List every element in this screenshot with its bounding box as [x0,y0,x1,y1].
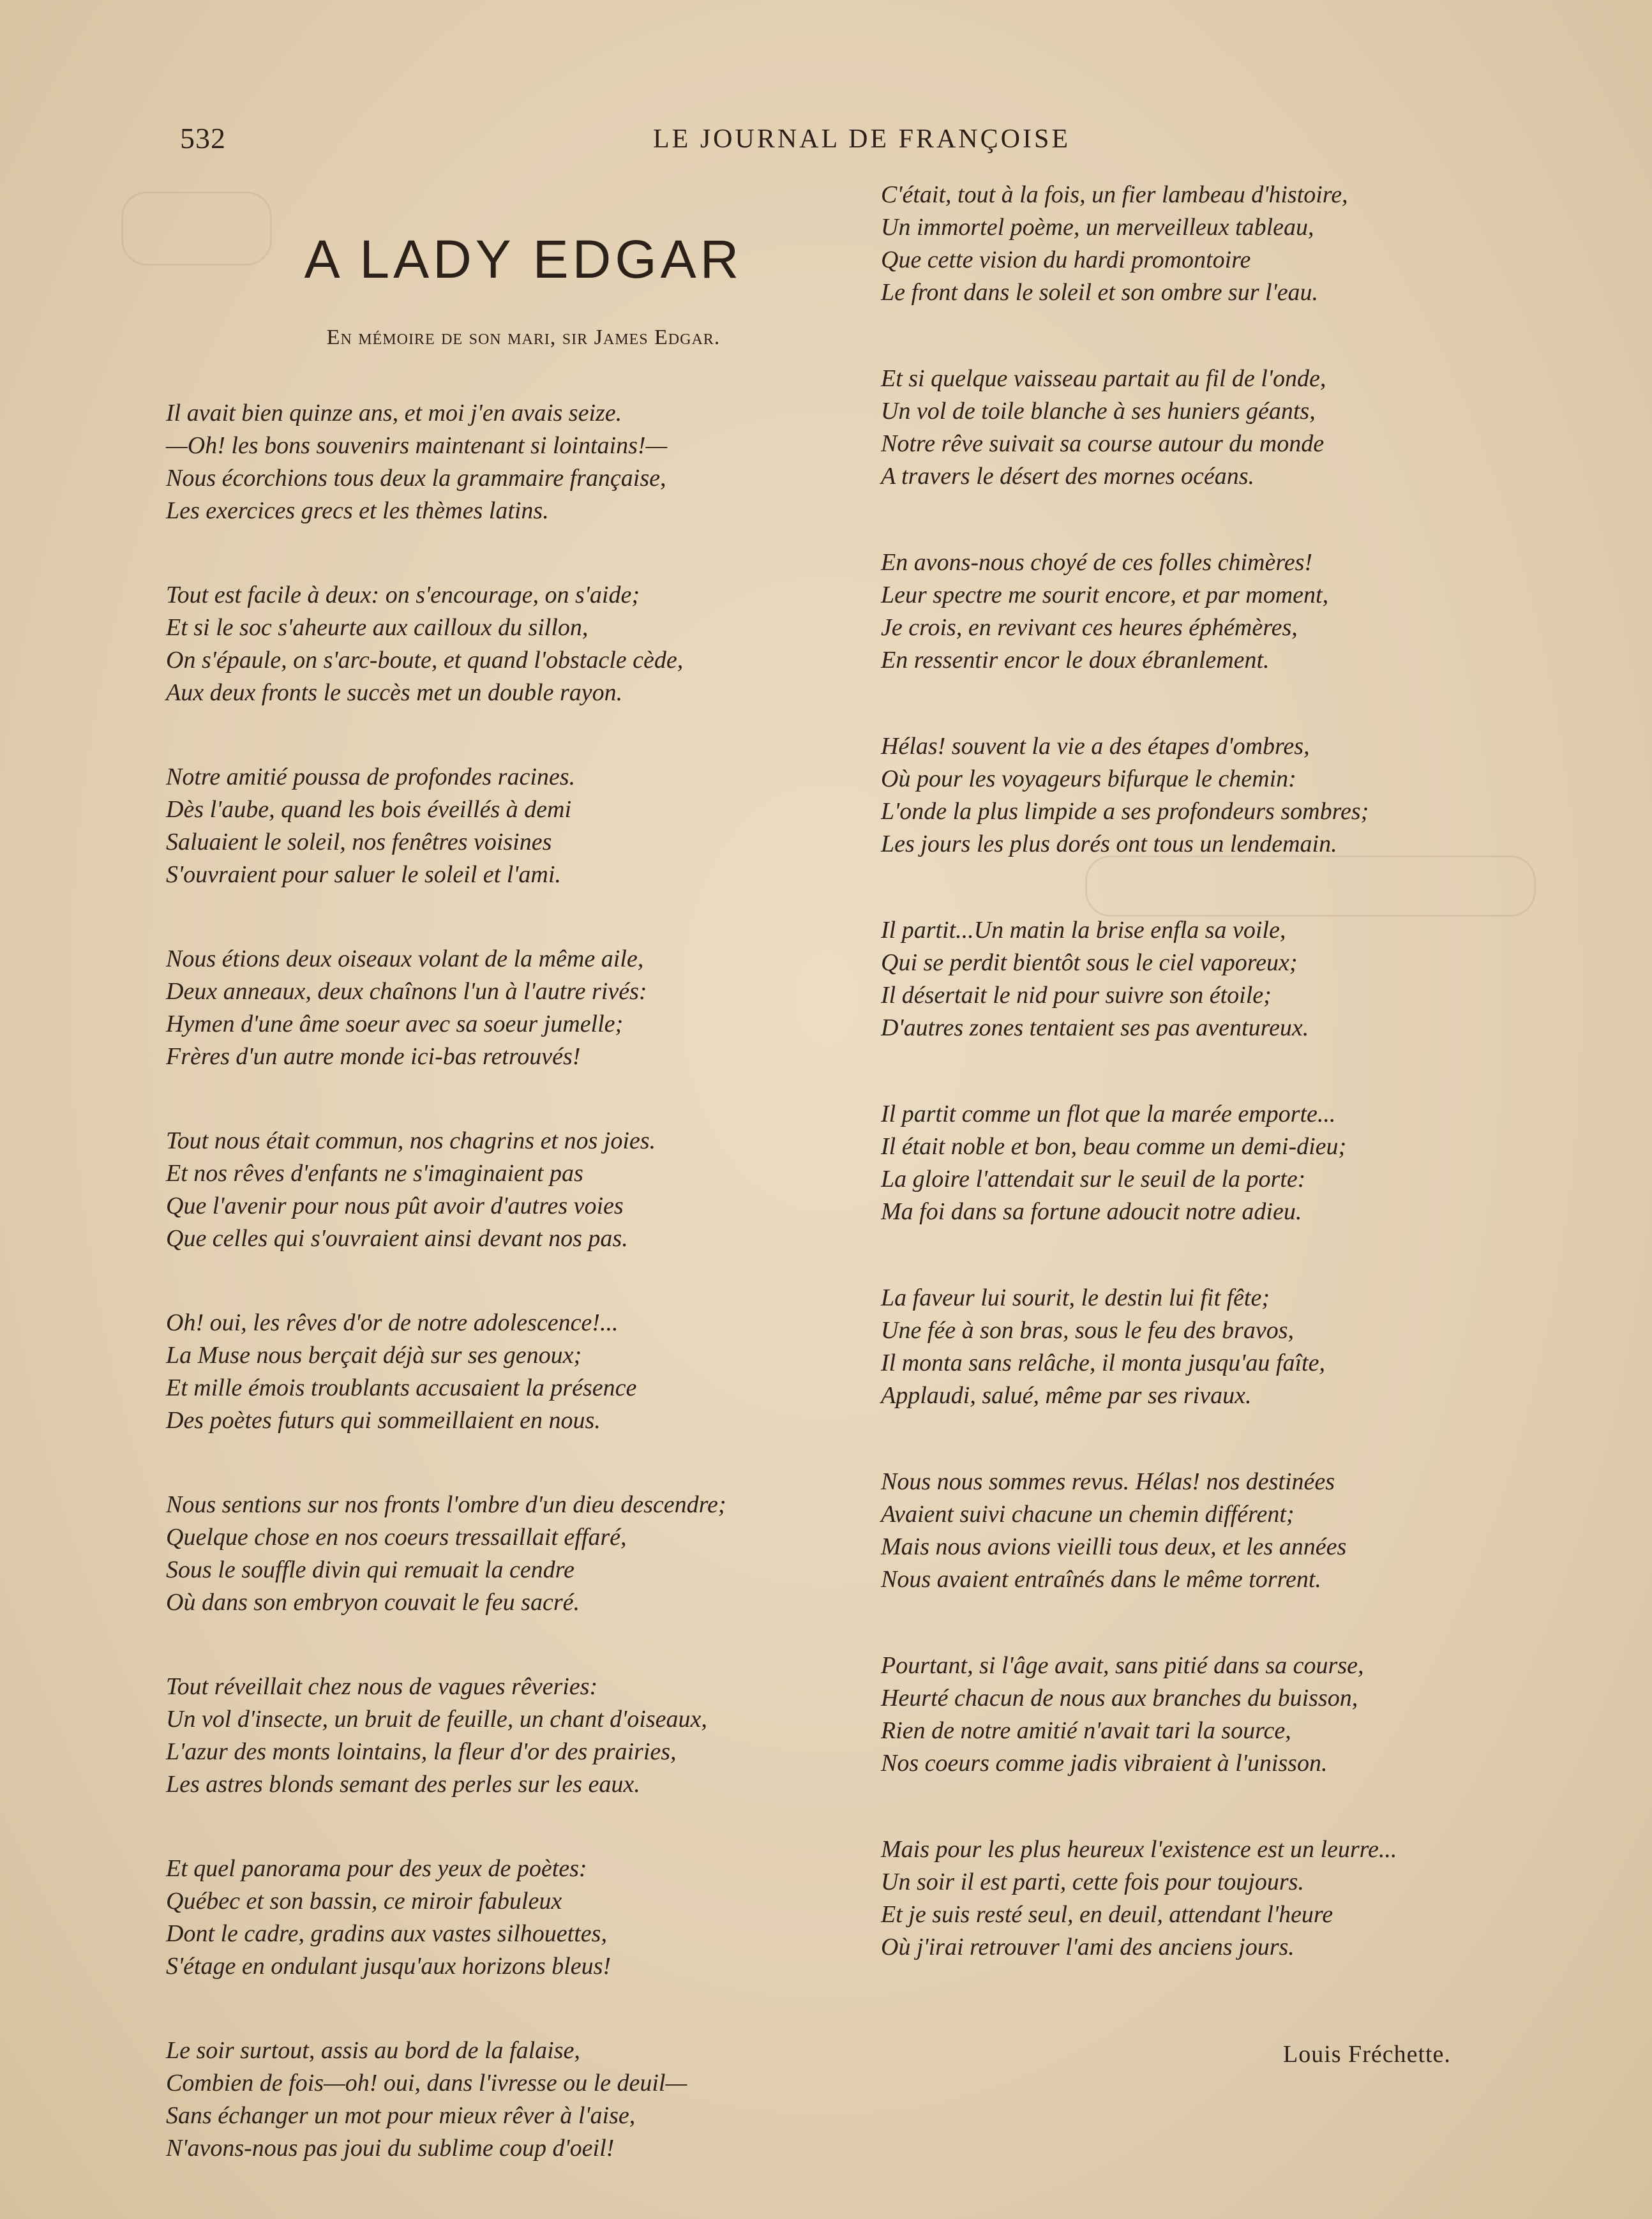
verse-line: Sous le souffle divin qui remuait la cendre [166,1556,574,1583]
stanza [166,579,855,709]
verse-line: —Oh! les bons souvenirs maintenant si lointains!— [166,432,668,459]
stanza [881,1650,1564,1780]
verse-line: Le front dans le soleil et son ombre sur l'eau. [881,279,1319,306]
verse-line: Dont le cadre, gradins aux vastes silhouettes, [166,1920,607,1947]
verse-line: Applaudi, salué, même par ses rivaux. [881,1382,1252,1409]
verse-line: Combien de fois—oh! oui, dans l'ivresse ou le deuil— [166,2070,687,2096]
verse-line: Nous sentions sur nos fronts l'ombre d'un dieu descendre; [166,1491,726,1518]
verse-line: Mais nous avions vieilli tous deux, et les années [881,1533,1347,1560]
verse-line: Que cette vision du hardi promontoire [881,246,1251,273]
stanza [881,730,1564,861]
verse-line: Nous écorchions tous deux la grammaire française, [166,465,666,492]
stanza [881,179,1564,309]
verse-line: A travers le désert des mornes océans. [881,463,1255,490]
stanza [166,943,855,1073]
stanza [166,397,855,527]
stanza [166,1853,855,1983]
stanza [881,363,1564,493]
verse-line: Nous nous sommes revus. Hélas! nos destinées [881,1468,1335,1495]
verse-line: Il désertait le nid pour suivre son étoile; [881,982,1272,1009]
verse-line: Et quel panorama pour des yeux de poètes: [166,1855,587,1882]
page-number: 532 [180,122,226,154]
verse-line: Nous avaient entraînés dans le même torrent. [881,1566,1321,1593]
verse-line: Hélas! souvent la vie a des étapes d'ombres, [881,733,1310,760]
verse-line: Où j'irai retrouver l'ami des anciens jours. [881,1934,1295,1960]
verse-line: Et je suis resté seul, en deuil, attendant l'heure [881,1901,1333,1928]
verse-line: Où dans son embryon couvait le feu sacré. [166,1589,580,1616]
verse-line: Hymen d'une âme soeur avec sa soeur jumelle; [166,1011,624,1037]
verse-line: Où pour les voyageurs bifurque le chemin: [881,765,1296,792]
stanza [881,1282,1564,1412]
verse-line: Quelque chose en nos coeurs tressaillait effaré, [166,1524,627,1551]
verse-line: Un immortel poème, un merveilleux tableau, [881,214,1314,241]
verse-line: Ma foi dans sa fortune adoucit notre adieu. [881,1198,1302,1225]
stanza [166,1671,855,1801]
verse-line: Avaient suivi chacune un chemin différent; [881,1501,1295,1528]
poem-column-right [881,179,1564,2017]
verse-line: Heurté chacun de nous aux branches du buisson, [881,1685,1358,1711]
verse-line: Et nos rêves d'enfants ne s'imaginaient pas [166,1160,583,1187]
verse-line: Que celles qui s'ouvraient ainsi devant nos pas. [166,1225,628,1252]
verse-line: L'onde la plus limpide a ses profondeurs sombres; [881,798,1369,825]
verse-line: Tout nous était commun, nos chagrins et nos joies. [166,1127,656,1154]
verse-line: Il monta sans relâche, il monta jusqu'au faîte, [881,1350,1325,1376]
author-signature: Louis Fréchette. [1283,2041,1451,2068]
verse-line: Qui se perdit bientôt sous le ciel vaporeux; [881,949,1298,976]
verse-line: Des poètes futurs qui sommeillaient en nous. [166,1407,601,1434]
verse-line: Je crois, en revivant ces heures éphémères, [881,614,1298,641]
poem-dedication: En mémoire de son mari, sir James Edgar. [326,326,721,349]
verse-line: Dès l'aube, quand les bois éveillés à demi [166,796,571,823]
verse-line: Il partit comme un flot que la marée emporte... [881,1101,1336,1127]
verse-line: Une fée à son bras, sous le feu des bravos, [881,1317,1294,1344]
stanza [881,1098,1564,1228]
stanza [166,1307,855,1437]
stanza [881,914,1564,1044]
verse-line: La gloire l'attendait sur le seuil de la porte: [881,1166,1306,1192]
verse-line: Il était noble et bon, beau comme un demi-dieu; [881,1133,1347,1160]
verse-line: La faveur lui sourit, le destin lui fit fête; [881,1284,1270,1311]
verse-line: Notre amitié poussa de profondes racines. [166,763,576,790]
verse-line: Sans échanger un mot pour mieux rêver à l'aise, [166,2102,636,2129]
verse-line: Les astres blonds semant des perles sur les eaux. [166,1771,640,1798]
verse-line: Nous étions deux oiseaux volant de la même aile, [166,945,644,972]
verse-line: C'était, tout à la fois, un fier lambeau d'histoire, [881,181,1348,208]
stanza [881,1833,1564,1964]
poem-column-left [166,397,855,2216]
verse-line: Un vol de toile blanche à ses huniers géants, [881,398,1316,425]
stanza [166,1125,855,1255]
stanza [881,546,1564,677]
verse-line: Oh! oui, les rêves d'or de notre adolescence!... [166,1309,619,1336]
verse-line: Tout est facile à deux: on s'encourage, on s'aide; [166,582,640,608]
verse-line: En ressentir encor le doux ébranlement. [881,647,1270,673]
verse-line: Frères d'un autre monde ici-bas retrouvés! [166,1043,581,1070]
verse-line: Aux deux fronts le succès met un double rayon. [166,679,623,706]
verse-line: Québec et son bassin, ce miroir fabuleux [166,1888,562,1914]
verse-line: Mais pour les plus heureux l'existence est un leurre... [881,1836,1397,1863]
stanza [881,1466,1564,1596]
verse-line: S'étage en ondulant jusqu'aux horizons bleus! [166,1953,612,1980]
verse-line: Tout réveillait chez nous de vagues rêveries: [166,1673,598,1700]
verse-line: En avons-nous choyé de ces folles chimères! [881,549,1313,576]
verse-line: On s'épaule, on s'arc-boute, et quand l'obstacle cède, [166,647,684,673]
verse-line: Les exercices grecs et les thèmes latins. [166,497,549,524]
verse-line: Et mille émois troublants accusaient la présence [166,1374,637,1401]
verse-line: Il partit...Un matin la brise enfla sa voile, [881,917,1286,944]
verse-line: Deux anneaux, deux chaînons l'un à l'autre rivés: [166,978,647,1005]
verse-line: Les jours les plus dorés ont tous un lendemain. [881,831,1337,857]
verse-line: N'avons-nous pas joui du sublime coup d'oeil! [166,2135,615,2162]
verse-line: La Muse nous berçait déjà sur ses genoux; [166,1342,582,1369]
verse-line: Et si le soc s'aheurte aux cailloux du sillon, [166,614,589,641]
verse-line: Notre rêve suivait sa course autour du monde [881,430,1325,457]
verse-line: L'azur des monts lointains, la fleur d'or des prairies, [166,1738,677,1765]
verse-line: Nos coeurs comme jadis vibraient à l'unisson. [881,1750,1328,1777]
verse-line: Un vol d'insecte, un bruit de feuille, un chant d'oiseaux, [166,1706,707,1733]
poem-title: A LADY EDGAR [304,229,743,289]
verse-line: Rien de notre amitié n'avait tari la source, [881,1717,1291,1744]
verse-line: Saluaient le soleil, nos fenêtres voisines [166,829,552,855]
stanza [166,1489,855,1619]
verse-line: Que l'avenir pour nous pût avoir d'autres voies [166,1192,624,1219]
verse-line: S'ouvraient pour saluer le soleil et l'ami. [166,861,561,888]
stanza [166,761,855,891]
verse-line: D'autres zones tentaient ses pas aventureux. [881,1014,1309,1041]
verse-line: Et si quelque vaisseau partait au fil de l'onde, [881,365,1326,392]
verse-line: Pourtant, si l'âge avait, sans pitié dans sa course, [881,1652,1364,1679]
stanza [166,2035,855,2165]
verse-line: Il avait bien quinze ans, et moi j'en avais seize. [166,400,622,426]
journal-title: LE JOURNAL DE FRANÇOISE [653,124,1070,154]
verse-line: Le soir surtout, assis au bord de la falaise, [166,2037,580,2064]
verse-line: Un soir il est parti, cette fois pour toujours. [881,1869,1304,1895]
verse-line: Leur spectre me sourit encore, et par moment, [881,582,1329,608]
